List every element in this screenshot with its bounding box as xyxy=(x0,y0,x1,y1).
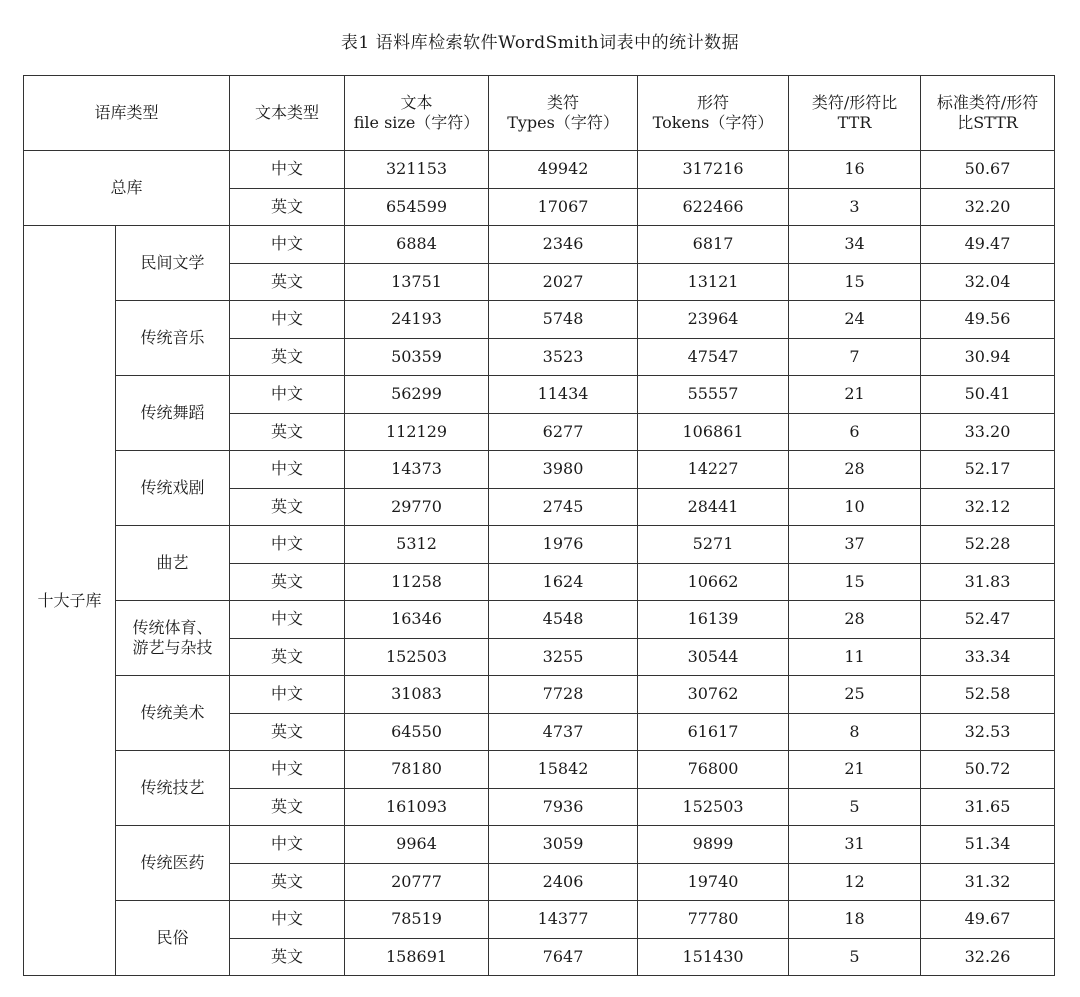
table-row xyxy=(24,751,1055,789)
subcorpus-name: 传统美术 xyxy=(116,676,230,751)
cell-sttr: 52.28 xyxy=(921,526,1055,564)
header-sttr: 标准类符/形符 比STTR xyxy=(921,76,1055,151)
cell-file-size: 24193 xyxy=(345,301,489,339)
cell-tokens: 61617 xyxy=(638,713,789,751)
cell-sttr: 52.58 xyxy=(921,676,1055,714)
cell-types: 11434 xyxy=(489,376,638,414)
cell-sttr: 50.72 xyxy=(921,751,1055,789)
cell-types: 2346 xyxy=(489,226,638,264)
cell-text-type: 中文 xyxy=(230,151,345,189)
cell-text-type: 英文 xyxy=(230,413,345,451)
header-tokens: 形符 Tokens（字符） xyxy=(638,76,789,151)
subcorpus-name: 民俗 xyxy=(116,901,230,976)
cell-types: 3059 xyxy=(489,826,638,864)
subcorpus-name: 民间文学 xyxy=(116,226,230,301)
cell-sttr: 33.20 xyxy=(921,413,1055,451)
cell-text-type: 英文 xyxy=(230,263,345,301)
cell-file-size: 9964 xyxy=(345,826,489,864)
cell-tokens: 622466 xyxy=(638,188,789,226)
cell-tokens: 5271 xyxy=(638,526,789,564)
cell-ttr: 15 xyxy=(789,263,921,301)
cell-tokens: 14227 xyxy=(638,451,789,489)
cell-types: 5748 xyxy=(489,301,638,339)
subcorpora-label: 十大子库 xyxy=(24,226,116,976)
subcorpus-name: 传统舞蹈 xyxy=(116,376,230,451)
cell-ttr: 31 xyxy=(789,826,921,864)
cell-file-size: 50359 xyxy=(345,338,489,376)
cell-types: 2745 xyxy=(489,488,638,526)
cell-sttr: 32.04 xyxy=(921,263,1055,301)
table-row xyxy=(24,601,1055,639)
cell-sttr: 49.67 xyxy=(921,901,1055,939)
cell-file-size: 11258 xyxy=(345,563,489,601)
cell-types: 1624 xyxy=(489,563,638,601)
cell-sttr: 31.32 xyxy=(921,863,1055,901)
cell-sttr: 50.41 xyxy=(921,376,1055,414)
cell-file-size: 78519 xyxy=(345,901,489,939)
cell-types: 1976 xyxy=(489,526,638,564)
table-row xyxy=(24,826,1055,864)
cell-ttr: 24 xyxy=(789,301,921,339)
cell-text-type: 英文 xyxy=(230,338,345,376)
table-header xyxy=(24,76,1055,151)
cell-types: 7728 xyxy=(489,676,638,714)
cell-sttr: 49.56 xyxy=(921,301,1055,339)
cell-file-size: 321153 xyxy=(345,151,489,189)
table-row xyxy=(24,151,1055,189)
cell-ttr: 5 xyxy=(789,938,921,976)
cell-text-type: 中文 xyxy=(230,226,345,264)
cell-file-size: 152503 xyxy=(345,638,489,676)
cell-ttr: 21 xyxy=(789,751,921,789)
cell-ttr: 10 xyxy=(789,488,921,526)
cell-types: 2406 xyxy=(489,863,638,901)
cell-tokens: 30544 xyxy=(638,638,789,676)
table-row xyxy=(24,901,1055,939)
cell-file-size: 161093 xyxy=(345,788,489,826)
cell-text-type: 英文 xyxy=(230,788,345,826)
subcorpus-name: 传统戏剧 xyxy=(116,451,230,526)
cell-sttr: 52.47 xyxy=(921,601,1055,639)
header-text-type: 文本类型 xyxy=(230,76,345,151)
header-corpus-type: 语库类型 xyxy=(24,76,230,151)
cell-file-size: 64550 xyxy=(345,713,489,751)
cell-ttr: 25 xyxy=(789,676,921,714)
table-row xyxy=(24,526,1055,564)
cell-ttr: 34 xyxy=(789,226,921,264)
cell-tokens: 317216 xyxy=(638,151,789,189)
table-body xyxy=(24,151,1055,976)
cell-ttr: 15 xyxy=(789,563,921,601)
cell-file-size: 158691 xyxy=(345,938,489,976)
cell-file-size: 31083 xyxy=(345,676,489,714)
cell-ttr: 37 xyxy=(789,526,921,564)
cell-file-size: 16346 xyxy=(345,601,489,639)
cell-types: 4548 xyxy=(489,601,638,639)
cell-sttr: 31.83 xyxy=(921,563,1055,601)
cell-tokens: 76800 xyxy=(638,751,789,789)
cell-tokens: 23964 xyxy=(638,301,789,339)
cell-types: 7936 xyxy=(489,788,638,826)
cell-sttr: 50.67 xyxy=(921,151,1055,189)
cell-text-type: 中文 xyxy=(230,376,345,414)
statistics-table xyxy=(23,75,1055,976)
table-row xyxy=(24,226,1055,264)
cell-ttr: 12 xyxy=(789,863,921,901)
cell-file-size: 112129 xyxy=(345,413,489,451)
subcorpus-name: 传统医药 xyxy=(116,826,230,901)
table-row xyxy=(24,301,1055,339)
header-file-size: 文本 file size（字符） xyxy=(345,76,489,151)
cell-file-size: 56299 xyxy=(345,376,489,414)
cell-text-type: 英文 xyxy=(230,863,345,901)
cell-tokens: 19740 xyxy=(638,863,789,901)
cell-tokens: 10662 xyxy=(638,563,789,601)
cell-tokens: 9899 xyxy=(638,826,789,864)
table-caption: 表1 语料库检索软件WordSmith词表中的统计数据 xyxy=(340,33,740,53)
cell-tokens: 28441 xyxy=(638,488,789,526)
cell-sttr: 33.34 xyxy=(921,638,1055,676)
cell-text-type: 中文 xyxy=(230,451,345,489)
cell-types: 6277 xyxy=(489,413,638,451)
cell-text-type: 中文 xyxy=(230,901,345,939)
cell-tokens: 151430 xyxy=(638,938,789,976)
cell-sttr: 32.20 xyxy=(921,188,1055,226)
cell-text-type: 中文 xyxy=(230,751,345,789)
cell-file-size: 5312 xyxy=(345,526,489,564)
cell-tokens: 47547 xyxy=(638,338,789,376)
cell-text-type: 英文 xyxy=(230,713,345,751)
cell-sttr: 32.26 xyxy=(921,938,1055,976)
cell-tokens: 16139 xyxy=(638,601,789,639)
cell-ttr: 28 xyxy=(789,451,921,489)
cell-tokens: 106861 xyxy=(638,413,789,451)
cell-types: 2027 xyxy=(489,263,638,301)
cell-text-type: 英文 xyxy=(230,563,345,601)
cell-tokens: 77780 xyxy=(638,901,789,939)
cell-ttr: 5 xyxy=(789,788,921,826)
subcorpus-name: 传统音乐 xyxy=(116,301,230,376)
cell-types: 49942 xyxy=(489,151,638,189)
cell-ttr: 3 xyxy=(789,188,921,226)
cell-text-type: 英文 xyxy=(230,188,345,226)
cell-file-size: 14373 xyxy=(345,451,489,489)
cell-text-type: 中文 xyxy=(230,676,345,714)
cell-tokens: 30762 xyxy=(638,676,789,714)
subcorpus-name: 曲艺 xyxy=(116,526,230,601)
table-row xyxy=(24,376,1055,414)
cell-sttr: 32.53 xyxy=(921,713,1055,751)
cell-ttr: 7 xyxy=(789,338,921,376)
cell-types: 7647 xyxy=(489,938,638,976)
total-corpus-label: 总库 xyxy=(24,151,230,226)
cell-sttr: 30.94 xyxy=(921,338,1055,376)
subcorpus-name: 传统技艺 xyxy=(116,751,230,826)
cell-types: 3523 xyxy=(489,338,638,376)
cell-tokens: 6817 xyxy=(638,226,789,264)
cell-types: 4737 xyxy=(489,713,638,751)
cell-ttr: 21 xyxy=(789,376,921,414)
cell-text-type: 中文 xyxy=(230,601,345,639)
cell-text-type: 英文 xyxy=(230,938,345,976)
table-row xyxy=(24,676,1055,714)
cell-types: 3980 xyxy=(489,451,638,489)
cell-file-size: 29770 xyxy=(345,488,489,526)
cell-ttr: 8 xyxy=(789,713,921,751)
cell-text-type: 中文 xyxy=(230,826,345,864)
cell-sttr: 51.34 xyxy=(921,826,1055,864)
cell-file-size: 78180 xyxy=(345,751,489,789)
cell-ttr: 18 xyxy=(789,901,921,939)
cell-ttr: 16 xyxy=(789,151,921,189)
cell-file-size: 654599 xyxy=(345,188,489,226)
cell-ttr: 28 xyxy=(789,601,921,639)
header-ttr: 类符/形符比 TTR xyxy=(789,76,921,151)
cell-sttr: 52.17 xyxy=(921,451,1055,489)
cell-file-size: 20777 xyxy=(345,863,489,901)
cell-sttr: 31.65 xyxy=(921,788,1055,826)
cell-sttr: 49.47 xyxy=(921,226,1055,264)
cell-types: 3255 xyxy=(489,638,638,676)
cell-file-size: 13751 xyxy=(345,263,489,301)
cell-types: 17067 xyxy=(489,188,638,226)
cell-text-type: 英文 xyxy=(230,488,345,526)
cell-ttr: 6 xyxy=(789,413,921,451)
table-row xyxy=(24,451,1055,489)
header-types: 类符 Types（字符） xyxy=(489,76,638,151)
cell-text-type: 中文 xyxy=(230,526,345,564)
cell-types: 15842 xyxy=(489,751,638,789)
cell-file-size: 6884 xyxy=(345,226,489,264)
cell-tokens: 13121 xyxy=(638,263,789,301)
subcorpus-name: 传统体育、 游艺与杂技 xyxy=(116,601,230,676)
cell-types: 14377 xyxy=(489,901,638,939)
cell-tokens: 55557 xyxy=(638,376,789,414)
cell-tokens: 152503 xyxy=(638,788,789,826)
cell-text-type: 中文 xyxy=(230,301,345,339)
cell-ttr: 11 xyxy=(789,638,921,676)
cell-text-type: 英文 xyxy=(230,638,345,676)
cell-sttr: 32.12 xyxy=(921,488,1055,526)
